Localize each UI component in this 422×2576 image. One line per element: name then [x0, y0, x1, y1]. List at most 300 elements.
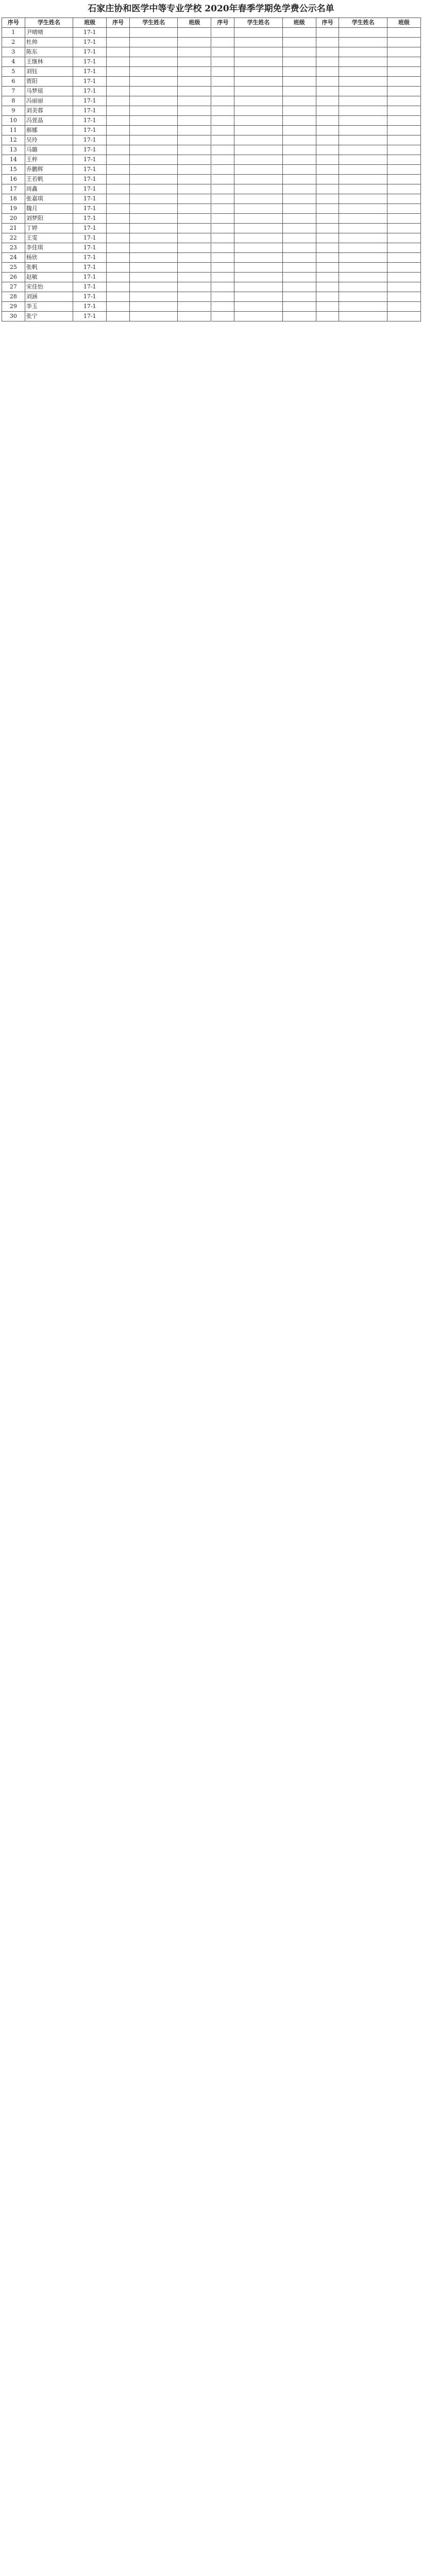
class-name — [283, 273, 316, 282]
row-number: 24 — [2, 253, 25, 263]
student-name — [339, 47, 387, 57]
student-name: 尹晴晴 — [25, 28, 73, 38]
column-header: 学生姓名 — [234, 18, 282, 28]
row-number — [316, 302, 340, 312]
class-name — [283, 145, 316, 155]
student-name — [130, 243, 178, 253]
row-number — [107, 87, 130, 96]
class-name — [283, 233, 316, 243]
row-number — [316, 165, 340, 175]
student-name: 刘涵 — [25, 292, 73, 302]
class-name: 17-1 — [73, 273, 107, 282]
student-name — [339, 302, 387, 312]
class-name — [283, 224, 316, 233]
student-name: 吴玲 — [25, 135, 73, 145]
student-name — [130, 47, 178, 57]
class-name — [387, 263, 421, 273]
row-number — [107, 224, 130, 233]
class-name: 17-1 — [73, 282, 107, 292]
class-name: 17-1 — [73, 28, 107, 38]
row-number — [316, 184, 340, 194]
row-number: 22 — [2, 233, 25, 243]
class-name — [178, 273, 211, 282]
row-number — [316, 77, 340, 87]
class-name — [178, 126, 211, 135]
row-number: 2 — [2, 38, 25, 47]
class-name — [178, 253, 211, 263]
student-name: 冯丽丽 — [25, 96, 73, 106]
row-number: 9 — [2, 106, 25, 116]
student-name — [339, 38, 387, 47]
row-number — [316, 214, 340, 224]
student-name — [339, 243, 387, 253]
row-number — [107, 165, 130, 175]
row-number: 4 — [2, 57, 25, 67]
student-name — [130, 175, 178, 184]
class-name — [178, 106, 211, 116]
row-number — [107, 145, 130, 155]
student-name — [234, 224, 282, 233]
row-number — [212, 253, 235, 263]
row-number: 17 — [2, 184, 25, 194]
student-name: 冯萱晶 — [25, 116, 73, 126]
student-name — [130, 312, 178, 321]
row-number — [316, 28, 340, 38]
student-name — [339, 116, 387, 126]
class-name — [387, 175, 421, 184]
class-name — [387, 106, 421, 116]
student-name — [339, 224, 387, 233]
student-name — [130, 155, 178, 165]
row-number — [107, 263, 130, 273]
class-name — [387, 282, 421, 292]
class-name — [283, 204, 316, 214]
class-name: 17-1 — [73, 302, 107, 312]
row-number — [212, 38, 235, 47]
class-name — [178, 224, 211, 233]
row-number — [212, 243, 235, 253]
student-name — [130, 233, 178, 243]
class-name — [387, 165, 421, 175]
student-name: 赵敏 — [25, 273, 73, 282]
student-name: 李玉 — [25, 302, 73, 312]
student-name — [339, 126, 387, 135]
row-number: 19 — [2, 204, 25, 214]
row-number — [107, 282, 130, 292]
student-name: 马璐 — [25, 145, 73, 155]
student-name — [339, 135, 387, 145]
row-number — [316, 273, 340, 282]
row-number — [107, 96, 130, 106]
row-number — [212, 47, 235, 57]
student-name: 魏月 — [25, 204, 73, 214]
class-name — [387, 67, 421, 77]
student-name — [130, 96, 178, 106]
row-number: 10 — [2, 116, 25, 126]
row-number — [212, 282, 235, 292]
student-name — [130, 282, 178, 292]
student-name — [234, 67, 282, 77]
row-number — [107, 38, 130, 47]
class-name — [178, 38, 211, 47]
class-name — [178, 233, 211, 243]
class-name — [283, 106, 316, 116]
class-name — [178, 155, 211, 165]
student-name: 刘美蓉 — [25, 106, 73, 116]
student-name — [130, 253, 178, 263]
row-number — [316, 243, 340, 253]
class-name: 17-1 — [73, 135, 107, 145]
table-column — [2, 18, 107, 321]
student-name: 贾阳 — [25, 77, 73, 87]
class-name — [283, 253, 316, 263]
class-name: 17-1 — [73, 292, 107, 302]
class-name: 17-1 — [73, 38, 107, 47]
student-name: 王梓 — [25, 155, 73, 165]
class-name — [387, 96, 421, 106]
class-name: 17-1 — [73, 116, 107, 126]
row-number — [107, 116, 130, 126]
row-number — [212, 28, 235, 38]
row-number: 30 — [2, 312, 25, 321]
student-name — [130, 38, 178, 47]
row-number — [212, 214, 235, 224]
row-number — [212, 116, 235, 126]
class-name — [283, 165, 316, 175]
student-name: 马梦瑶 — [25, 87, 73, 96]
class-name — [387, 302, 421, 312]
row-number — [107, 67, 130, 77]
student-name — [130, 145, 178, 155]
row-number — [316, 233, 340, 243]
student-name — [339, 273, 387, 282]
class-name — [178, 87, 211, 96]
class-name — [283, 67, 316, 77]
class-name — [178, 67, 211, 77]
row-number: 6 — [2, 77, 25, 87]
class-name — [283, 282, 316, 292]
row-number — [212, 135, 235, 145]
row-number: 20 — [2, 214, 25, 224]
student-name — [130, 194, 178, 204]
row-number — [212, 57, 235, 67]
row-number — [107, 184, 130, 194]
row-number: 3 — [2, 47, 25, 57]
student-name — [234, 28, 282, 38]
class-name — [283, 155, 316, 165]
student-name — [130, 28, 178, 38]
class-name — [387, 38, 421, 47]
student-name: 张嘉琪 — [25, 194, 73, 204]
column-header: 班级 — [283, 18, 316, 28]
class-name — [178, 135, 211, 145]
class-name — [178, 145, 211, 155]
class-name — [178, 47, 211, 57]
column-header: 学生姓名 — [25, 18, 73, 28]
row-number — [316, 87, 340, 96]
class-name: 17-1 — [73, 96, 107, 106]
class-name — [387, 145, 421, 155]
student-name — [339, 253, 387, 263]
column-header: 序号 — [107, 18, 130, 28]
class-name — [283, 87, 316, 96]
student-name — [339, 155, 387, 165]
row-number — [107, 28, 130, 38]
student-name — [130, 204, 178, 214]
student-name — [234, 292, 282, 302]
student-name — [130, 165, 178, 175]
student-name — [234, 243, 282, 253]
row-number: 5 — [2, 67, 25, 77]
class-name — [178, 214, 211, 224]
row-number — [107, 233, 130, 243]
row-number — [212, 77, 235, 87]
student-name — [234, 145, 282, 155]
class-name — [283, 175, 316, 184]
class-name — [387, 57, 421, 67]
row-number — [316, 263, 340, 273]
class-name — [387, 126, 421, 135]
class-name: 17-1 — [73, 87, 107, 96]
student-name: 刘梦阳 — [25, 214, 73, 224]
row-number — [316, 135, 340, 145]
class-name — [178, 77, 211, 87]
class-name — [178, 184, 211, 194]
class-name: 17-1 — [73, 312, 107, 321]
class-name — [387, 116, 421, 126]
row-number: 25 — [2, 263, 25, 273]
row-number: 23 — [2, 243, 25, 253]
student-name — [339, 28, 387, 38]
row-number — [212, 145, 235, 155]
student-name — [234, 47, 282, 57]
student-name — [234, 312, 282, 321]
student-name: 王继林 — [25, 57, 73, 67]
row-number — [107, 126, 130, 135]
class-name — [387, 214, 421, 224]
student-name — [130, 116, 178, 126]
student-name — [339, 67, 387, 77]
student-name: 丁婷 — [25, 224, 73, 233]
class-name: 17-1 — [73, 243, 107, 253]
student-name — [234, 282, 282, 292]
class-name: 17-1 — [73, 165, 107, 175]
student-name — [339, 312, 387, 321]
row-number — [107, 312, 130, 321]
table-column — [316, 18, 421, 321]
row-number: 13 — [2, 145, 25, 155]
row-number — [212, 292, 235, 302]
row-number — [212, 96, 235, 106]
student-name — [130, 87, 178, 96]
row-number — [316, 155, 340, 165]
class-name — [283, 77, 316, 87]
student-name — [130, 292, 178, 302]
student-name — [339, 184, 387, 194]
column-header: 序号 — [212, 18, 235, 28]
row-number — [316, 116, 340, 126]
student-name — [234, 194, 282, 204]
student-name — [130, 184, 178, 194]
class-name — [178, 292, 211, 302]
row-number — [107, 77, 130, 87]
class-name — [387, 194, 421, 204]
row-number — [212, 67, 235, 77]
class-name — [283, 194, 316, 204]
class-name — [387, 243, 421, 253]
row-number — [316, 126, 340, 135]
row-number — [316, 106, 340, 116]
student-name — [339, 233, 387, 243]
student-name — [339, 204, 387, 214]
row-number — [212, 273, 235, 282]
column-header: 班级 — [73, 18, 107, 28]
row-number — [107, 106, 130, 116]
student-name — [234, 155, 282, 165]
student-name — [339, 96, 387, 106]
class-name: 17-1 — [73, 214, 107, 224]
class-name — [283, 135, 316, 145]
student-table — [2, 18, 421, 321]
class-name — [178, 243, 211, 253]
class-name — [283, 96, 316, 106]
student-name — [130, 224, 178, 233]
row-number — [316, 96, 340, 106]
class-name — [387, 292, 421, 302]
row-number: 15 — [2, 165, 25, 175]
row-number — [316, 67, 340, 77]
class-name — [178, 302, 211, 312]
row-number — [107, 302, 130, 312]
class-name: 17-1 — [73, 253, 107, 263]
row-number — [107, 155, 130, 165]
class-name — [283, 126, 316, 135]
class-name — [283, 214, 316, 224]
row-number — [107, 194, 130, 204]
class-name — [387, 204, 421, 214]
row-number — [316, 282, 340, 292]
row-number — [107, 292, 130, 302]
row-number — [212, 87, 235, 96]
row-number — [212, 302, 235, 312]
column-header: 班级 — [387, 18, 421, 28]
class-name — [283, 116, 316, 126]
student-name: 郝娜 — [25, 126, 73, 135]
class-name — [387, 155, 421, 165]
class-name: 17-1 — [73, 77, 107, 87]
row-number: 28 — [2, 292, 25, 302]
student-name — [339, 77, 387, 87]
row-number — [316, 175, 340, 184]
student-name — [339, 165, 387, 175]
class-name — [387, 253, 421, 263]
class-name — [387, 47, 421, 57]
class-name — [178, 96, 211, 106]
class-name: 17-1 — [73, 126, 107, 135]
row-number — [316, 38, 340, 47]
row-number — [316, 145, 340, 155]
row-number — [212, 263, 235, 273]
class-name: 17-1 — [73, 67, 107, 77]
class-name: 17-1 — [73, 204, 107, 214]
row-number — [107, 273, 130, 282]
row-number — [107, 57, 130, 67]
row-number — [212, 106, 235, 116]
class-name: 17-1 — [73, 57, 107, 67]
student-name — [130, 263, 178, 273]
student-name — [234, 57, 282, 67]
student-name — [130, 273, 178, 282]
class-name — [387, 87, 421, 96]
student-name — [234, 184, 282, 194]
column-header: 序号 — [2, 18, 25, 28]
row-number — [107, 135, 130, 145]
student-name — [130, 67, 178, 77]
row-number — [316, 253, 340, 263]
student-name — [339, 106, 387, 116]
student-name: 刘钰 — [25, 67, 73, 77]
row-number: 7 — [2, 87, 25, 96]
page-title: 石家庄协和医学中等专业学校 2020年春季学期免学费公示名单 — [88, 4, 334, 14]
row-number: 18 — [2, 194, 25, 204]
student-name — [234, 165, 282, 175]
row-number — [212, 312, 235, 321]
class-name: 17-1 — [73, 155, 107, 165]
class-name — [283, 292, 316, 302]
student-name — [234, 302, 282, 312]
row-number — [316, 47, 340, 57]
row-number — [212, 175, 235, 184]
student-name — [234, 87, 282, 96]
row-number — [212, 204, 235, 214]
student-name — [234, 126, 282, 135]
class-name — [283, 38, 316, 47]
row-number: 8 — [2, 96, 25, 106]
row-number — [107, 214, 130, 224]
class-name — [387, 77, 421, 87]
row-number — [212, 224, 235, 233]
row-number — [107, 243, 130, 253]
table-column — [212, 18, 316, 321]
class-name — [387, 184, 421, 194]
student-name — [339, 194, 387, 204]
class-name: 17-1 — [73, 184, 107, 194]
column-header: 学生姓名 — [339, 18, 387, 28]
student-name — [339, 175, 387, 184]
class-name: 17-1 — [73, 175, 107, 184]
class-name — [178, 165, 211, 175]
student-name: 周鑫 — [25, 184, 73, 194]
student-name: 张宁 — [25, 312, 73, 321]
class-name — [178, 263, 211, 273]
class-name — [178, 282, 211, 292]
student-name — [130, 106, 178, 116]
row-number: 1 — [2, 28, 25, 38]
class-name — [283, 47, 316, 57]
class-name — [283, 312, 316, 321]
student-name — [234, 96, 282, 106]
student-name — [339, 87, 387, 96]
class-name — [387, 273, 421, 282]
class-name: 17-1 — [73, 263, 107, 273]
row-number — [107, 204, 130, 214]
row-number — [316, 204, 340, 214]
student-name — [234, 273, 282, 282]
student-name — [130, 302, 178, 312]
student-name — [130, 214, 178, 224]
student-name: 宋佳怡 — [25, 282, 73, 292]
student-name: 陈东 — [25, 47, 73, 57]
